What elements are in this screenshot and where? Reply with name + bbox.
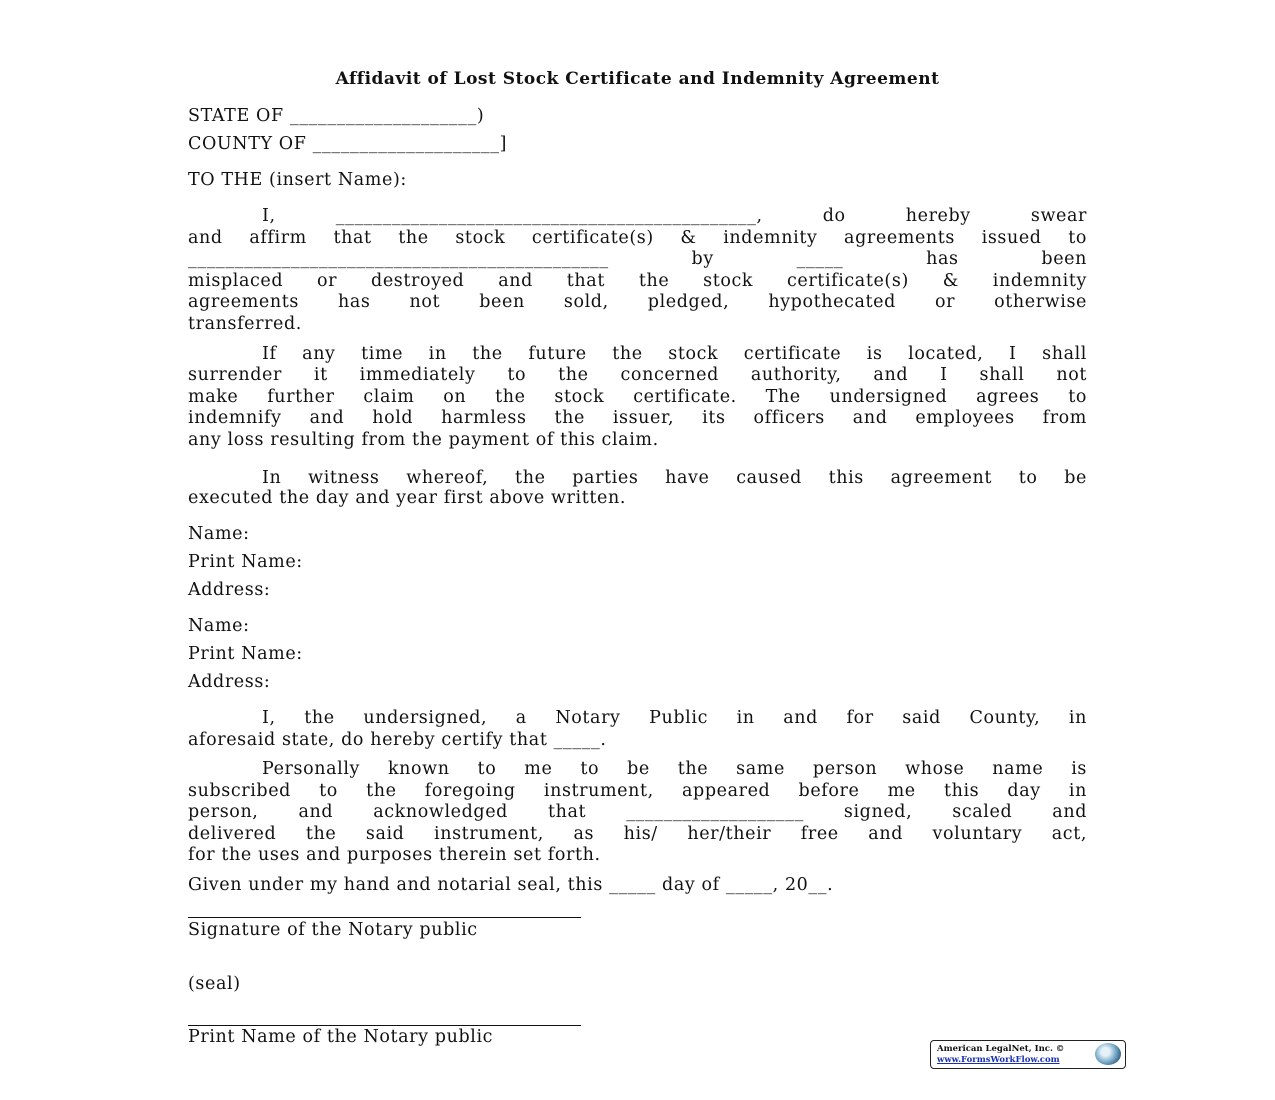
para3-line: executed the day and year first above written. <box>188 488 626 508</box>
american-legalnet-logo <box>930 1040 1126 1069</box>
para1-line: and affirm that the stock certificate(s) & indemnity agreements issued to <box>188 228 1087 248</box>
para2-line: make further claim on the stock certificate. The undersigned agrees to <box>188 387 1087 407</box>
logo-url[interactable]: www.FormsWorkFlow.com <box>937 1055 1060 1065</box>
para5-line: person, and acknowledged that ___________________ signed, scaled and <box>188 802 1087 822</box>
para5-line: Personally known to me to be the same person whose name is <box>262 759 1087 779</box>
party2-address-label: Address: <box>188 672 271 692</box>
para4-line: I, the undersigned, a Notary Public in and for said County, in <box>262 708 1087 728</box>
para3-line: In witness whereof, the parties have caused this agreement to be <box>262 468 1087 488</box>
para5-line: delivered the said instrument, as his/ her/their free and voluntary act, <box>188 824 1087 844</box>
para2-line: If any time in the future the stock certificate is located, I shall <box>262 344 1087 364</box>
signature-rule <box>188 917 581 918</box>
logo-company: American LegalNet, Inc. © <box>937 1044 1065 1054</box>
print-name-label: Print Name of the Notary public <box>188 1027 494 1047</box>
para1-line: misplaced or destroyed and that the stock certificate(s) & indemnity <box>188 271 1087 291</box>
party2-name-label: Name: <box>188 616 250 636</box>
document-title: Affidavit of Lost Stock Certificate and Indemnity Agreement <box>335 69 940 89</box>
party2-print-name-label: Print Name: <box>188 644 303 664</box>
para1-line: agreements has not been sold, pledged, hypothecated or otherwise <box>188 292 1087 312</box>
para5-line: subscribed to the foregoing instrument, appeared before me this day in <box>188 781 1087 801</box>
para1-line: transferred. <box>188 314 302 334</box>
state-of-line: STATE OF ____________________) <box>188 106 485 126</box>
para1-line: I, _____________________________________________, do hereby swear <box>262 206 1087 226</box>
seal-label: (seal) <box>188 974 241 994</box>
para2-line: surrender it immediately to the concerned authority, and I shall not <box>188 365 1087 385</box>
given-line: Given under my hand and notarial seal, this _____ day of _____, 20__. <box>188 875 834 895</box>
to-the-line: TO THE (insert Name): <box>188 170 407 190</box>
signature-label: Signature of the Notary public <box>188 920 478 940</box>
para4-line: aforesaid state, do hereby certify that _____. <box>188 730 607 750</box>
party1-print-name-label: Print Name: <box>188 552 303 572</box>
party1-name-label: Name: <box>188 524 250 544</box>
county-of-line: COUNTY OF ____________________] <box>188 134 508 154</box>
para2-line: indemnify and hold harmless the issuer, its officers and employees from <box>188 408 1087 428</box>
para1-line: _____________________________________________ by _____ has been <box>188 249 1087 269</box>
para2-line: any loss resulting from the payment of this claim. <box>188 430 659 450</box>
para5-line: for the uses and purposes therein set forth. <box>188 845 601 865</box>
globe-icon <box>1095 1043 1121 1065</box>
party1-address-label: Address: <box>188 580 271 600</box>
